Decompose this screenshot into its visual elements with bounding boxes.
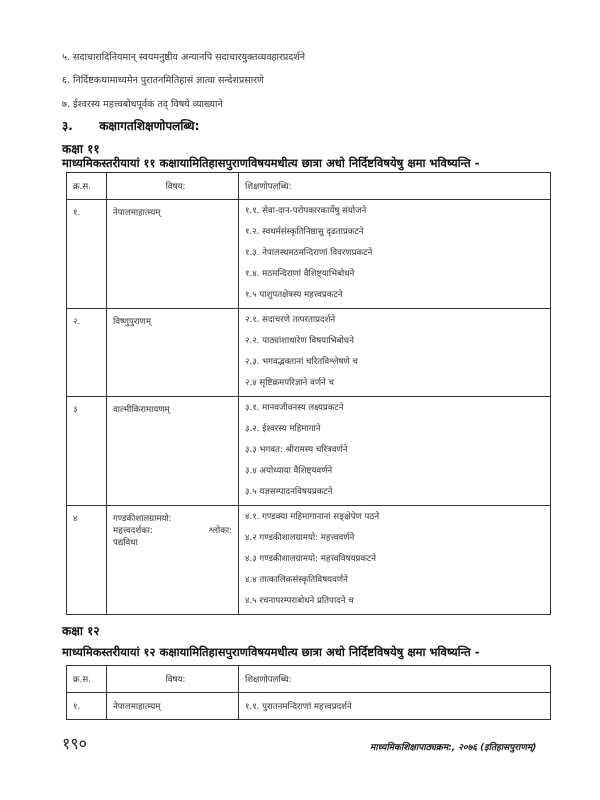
outcome-item: ३.१. मानवजीवनस्य लक्ष्यप्रकटने (245, 403, 344, 413)
header-sn: क्र.स. (67, 173, 107, 200)
row-sn: १. (73, 208, 81, 218)
outcome-item: ४.१. गण्डक्या महिमागानानां सङ्क्षेपेण पठने (245, 512, 380, 522)
subject-line: श्लोका: (208, 526, 232, 536)
footer-title: माध्यमिकशिक्षापाठ्यक्रम:, २०७६ (इतिहासपुराणम्) (370, 743, 537, 753)
outcome-item: ४.५ रचनापरम्पराबोधने प्रतिपादने च (245, 596, 354, 606)
table-row (67, 200, 551, 309)
class11-heading: कक्षा ११ (62, 142, 100, 156)
row-sn: १. (67, 693, 107, 720)
outcome-item: १.२. स्वधर्मसंस्कृतिनिष्ठासु दृढताप्रकटने (245, 227, 364, 237)
header-subject: विषय: (107, 173, 239, 200)
row-subject: नेपालमाहात्म्यम् (113, 208, 161, 218)
row-sn: ३ (73, 405, 78, 415)
page-number: १९० (62, 734, 87, 753)
header-subject: विषय: (107, 666, 239, 693)
row-sn: २. (73, 317, 81, 327)
section-number: ३. (62, 119, 73, 133)
objective-7: ७. ईश्वरस्य महत्त्वबोधपूर्वकं तद् विषये व्याख्याने (62, 99, 223, 110)
class11-table (66, 172, 551, 615)
outcome-item: ३.४ अयोध्याया वैशिष्ट्यवर्णने (245, 466, 333, 476)
subject-line: गण्डकीशालग्रामयो: (113, 514, 172, 524)
outcome-item: ३.३ भगवत: श्रीरामस्य चरित्रवर्णने (245, 445, 348, 455)
header-sn: क्र.स. (67, 666, 107, 693)
outcome-item: १.१. पुरातनमन्दिराणां महत्त्वप्रदर्शने (239, 693, 551, 720)
subject-line: पद्यविधा (113, 538, 138, 548)
outcome-item: ४.२ गण्डकीशालग्रामयो: महत्त्ववर्णने (245, 533, 355, 543)
objective-5: ५. सदाचारादिनियमान् स्वयमनुष्ठीय अन्यानपि सदाचारयुक्तव्यवहारप्रदर्शने (62, 52, 306, 63)
subject-line: महत्त्वदर्शका: (113, 526, 153, 536)
outcome-item: १.४. मठमन्दिराणां वैशिष्ट्याभिबोधने (245, 269, 355, 279)
table-header-row (67, 173, 551, 200)
outcome-item: ३.२. ईश्वरस्य महिमागाने (245, 424, 321, 434)
row-subject: नेपालमाहात्म्यम् (107, 693, 239, 720)
outcome-item: ४.४ तात्कालिकसंस्कृतिविषयवर्णने (245, 575, 348, 585)
class12-heading: कक्षा १२ (62, 624, 100, 638)
outcome-item: २.२. पाठ्यांशाधारेण विषयाभिबोधने (245, 336, 354, 346)
class11-intro: माध्यमिकस्तरीयायां ११ कक्षायामितिहासपुराणविषयमधीत्य छात्रा अधो निर्दिष्टविषयेषु क्षमा भविष्यन्ति - (62, 156, 480, 170)
outcome-item: ३.५ यज्ञसम्पादनविषयप्रकटने (245, 487, 333, 497)
section-title: कक्षागतशिक्षणोपलब्धि: (99, 119, 200, 133)
outcome-item: ४.३ गण्डकीशालग्रामयो: महत्त्वविषयप्रकटने (245, 554, 377, 564)
table-row (67, 397, 551, 506)
outcome-item: २.४ सृष्टिक्रमपरिज्ञाने वर्णने च (245, 378, 335, 388)
table-row (67, 506, 551, 615)
row-subject: विष्णुपुराणम् (113, 317, 151, 327)
outcome-item: १.५ पाशुपतक्षेत्रस्य महत्त्वप्रकटने (245, 290, 343, 300)
class12-intro: माध्यमिकस्तरीयायां १२ कक्षायामितिहासपुराणविषयमधीत्य छात्रा अधो निर्दिष्टविषयेषु क्षमा भविष्यन्ति - (62, 645, 480, 659)
class12-table (66, 665, 551, 720)
outcome-item: २.३. भगवद्भक्तानां चरितविश्लेषणे च (245, 357, 358, 367)
row-subject (113, 506, 238, 549)
row-sn: ४ (73, 514, 78, 524)
outcome-item: १.१. सेवा-दान-परोपकारकार्येषु संयोजने (245, 206, 367, 216)
table-row (67, 309, 551, 397)
outcome-item: १.३. नेपालस्थमठमन्दिराणां विवरणप्रकटने (245, 248, 373, 258)
header-outcome: शिक्षणोपलब्धि: (239, 173, 551, 200)
objective-6: ६. निर्दिष्टकथामाध्यमेन पुरातनमितिहासं ज्ञात्वा सन्देशप्रसारणे (62, 75, 264, 86)
header-outcome: शिक्षणोपलब्धि: (239, 666, 551, 693)
outcome-item: २.१. सदाचरणे तत्परताप्रदर्शने (245, 315, 336, 325)
table-header-row (67, 666, 551, 693)
section-heading (62, 117, 199, 134)
row-subject: वाल्मीकिरामायणम् (113, 405, 170, 415)
table-row (67, 693, 551, 720)
